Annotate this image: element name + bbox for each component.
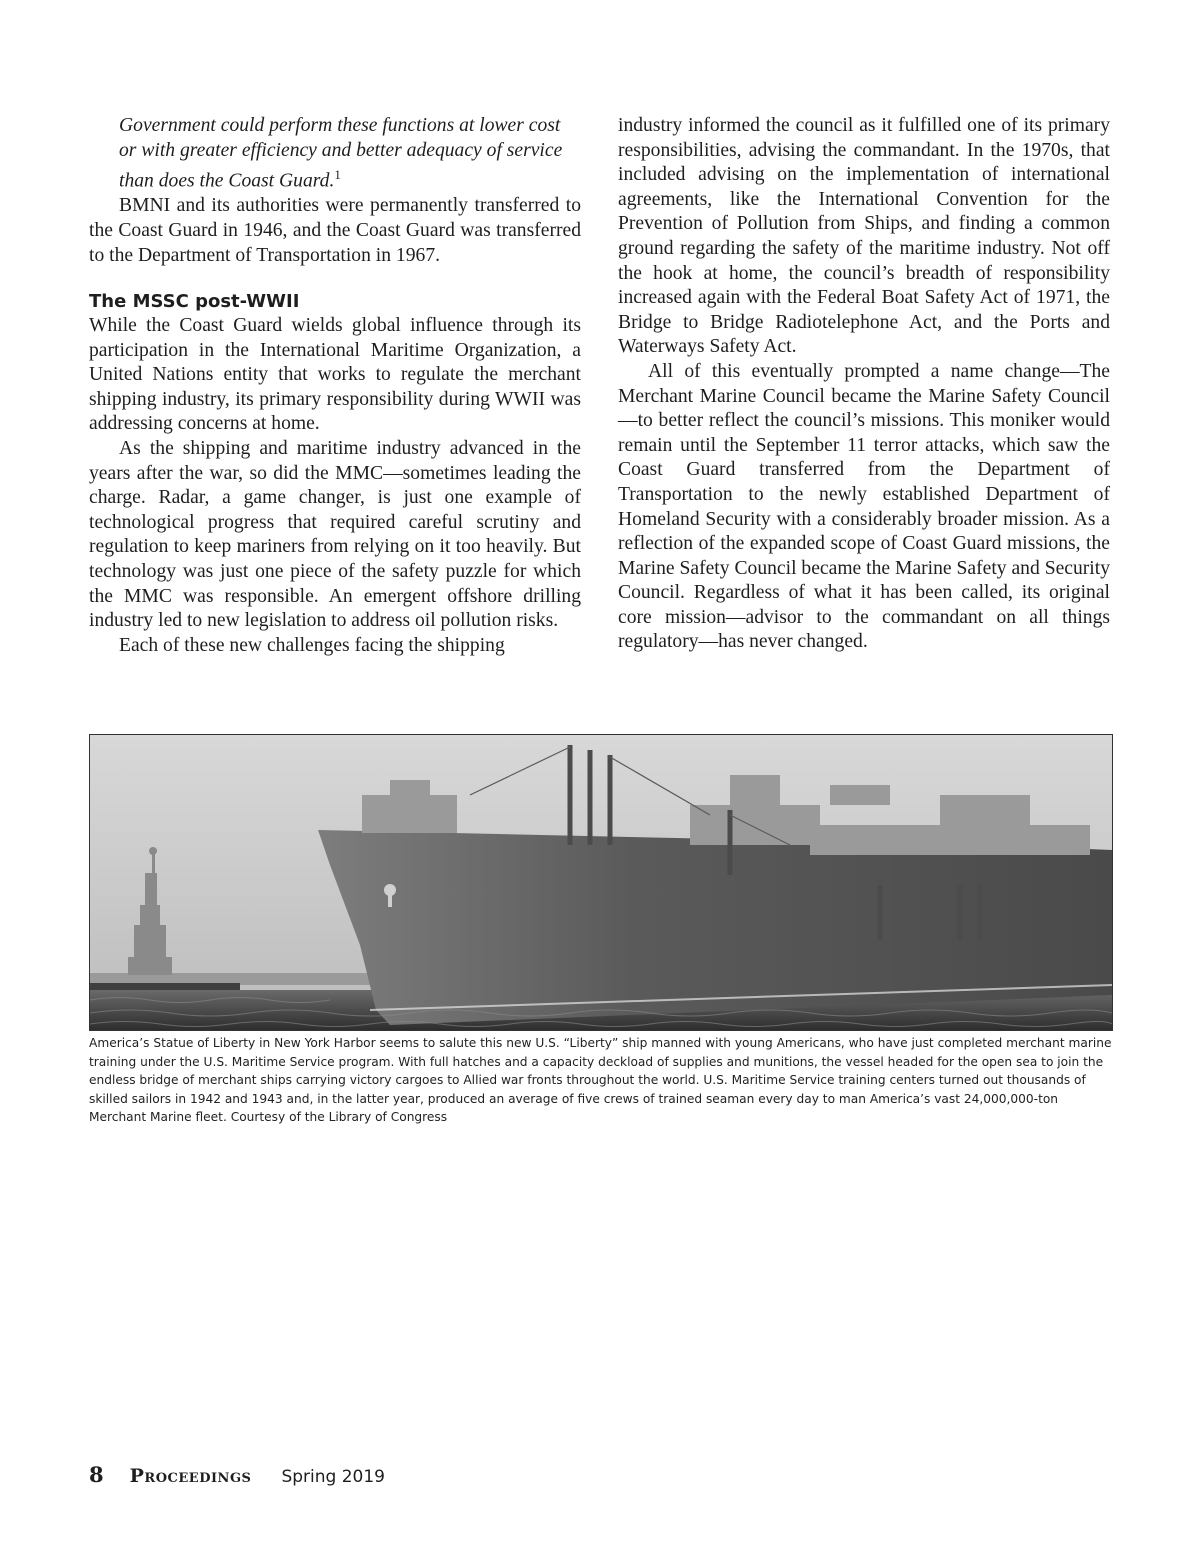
ship-illustration: [90, 735, 1112, 1030]
paragraph: industry informed the council as it fulfilled one of its primary responsibilities, advising the commandant. In the 1970s, that included advising on the implementation of international agreements, like the International Convention for the Prevention of Pollution from Ships, and finding a common ground regarding the safety of the maritime industry. Not off the hook at home, the council’s breadth of responsibility increased again with the Federal Boat Safety Act of 1971, the Bridge to Bridge Radiotelephone Act, and the Ports and Waterways Safety Act.: [618, 115, 1110, 358]
quote-text: Government could perform these functions at lower cost or with greater efficiency and better adequacy of service than does the Coast Guard.: [119, 115, 563, 192]
left-column: [89, 114, 581, 658]
publication-name: Proceedings: [129, 1465, 252, 1487]
page-number: 8: [89, 1462, 104, 1487]
block-quote: [119, 114, 581, 194]
photo-caption: America’s Statue of Liberty in New York Harbor seems to salute this new U.S. “Liberty” ship manned with young Americans, who have just completed merchant marine training under the U.S. Maritime Service program. With full hatches and a capacity deckload of supplies and munitions, the vessel headed for the open sea to join the endless bridge of merchant ships carrying victory cargoes to Allied war fronts throughout the world. U.S. Maritime Service training centers turned out thousands of skilled sailors in 1942 and 1943 and, in the latter year, produced an average of five crews of trained seaman every day to man America’s vast 24,000,000-ton Merchant Marine fleet. Courtesy of the Library of Congress: [89, 1036, 1112, 1125]
ship-hull: [318, 830, 1112, 1025]
paragraph: BMNI and its authorities were permanently transferred to the Coast Guard in 1946, and the Coast Guard was transferred to the Department of Transportation in 1967.: [89, 195, 581, 266]
issue-label: Spring 2019: [281, 1467, 385, 1487]
paragraph: Each of these new challenges facing the shipping: [119, 634, 505, 656]
right-column: [618, 114, 1110, 655]
paragraph: As the shipping and maritime industry advanced in the years after the war, so did the MMC—sometimes leading the charge. Radar, a game changer, is just one example of technological progress that required careful scrutiny and regulation to keep mariners from relying on it too heavily. But technology was just one piece of the safety puzzle for which the MMC was responsible. An emergent offshore drilling industry led to new legislation to address oil pollution risks.: [89, 438, 581, 632]
paragraph: While the Coast Guard wields global influence through its participation in the International Maritime Organization, a United Nations entity that works to regulate the merchant shipping industry, its primary responsibility during WWII was addressing concerns at home.: [89, 315, 581, 435]
paragraph: All of this eventually prompted a name change—The Merchant Marine Council became the Marine Safety Council—to better reflect the council’s missions. This moniker would remain until the September 11 terror attacks, which saw the Coast Guard transferred from the Department of Transportation to the newly established Department of Homeland Security with a considerably broader mission. As a reflection of the expanded scope of Coast Guard missions, the Marine Safety Council became the Marine Safety and Security Council. Regardless of what it has been called, its original core mission—advisor to the commandant on all things regulatory—has never changed.: [618, 360, 1110, 653]
liberty-ship-photo: [89, 734, 1113, 1031]
footnote-marker[interactable]: 1: [334, 167, 341, 183]
section-heading: The MSSC post-WWII: [89, 291, 300, 313]
page-footer: [89, 1462, 385, 1492]
